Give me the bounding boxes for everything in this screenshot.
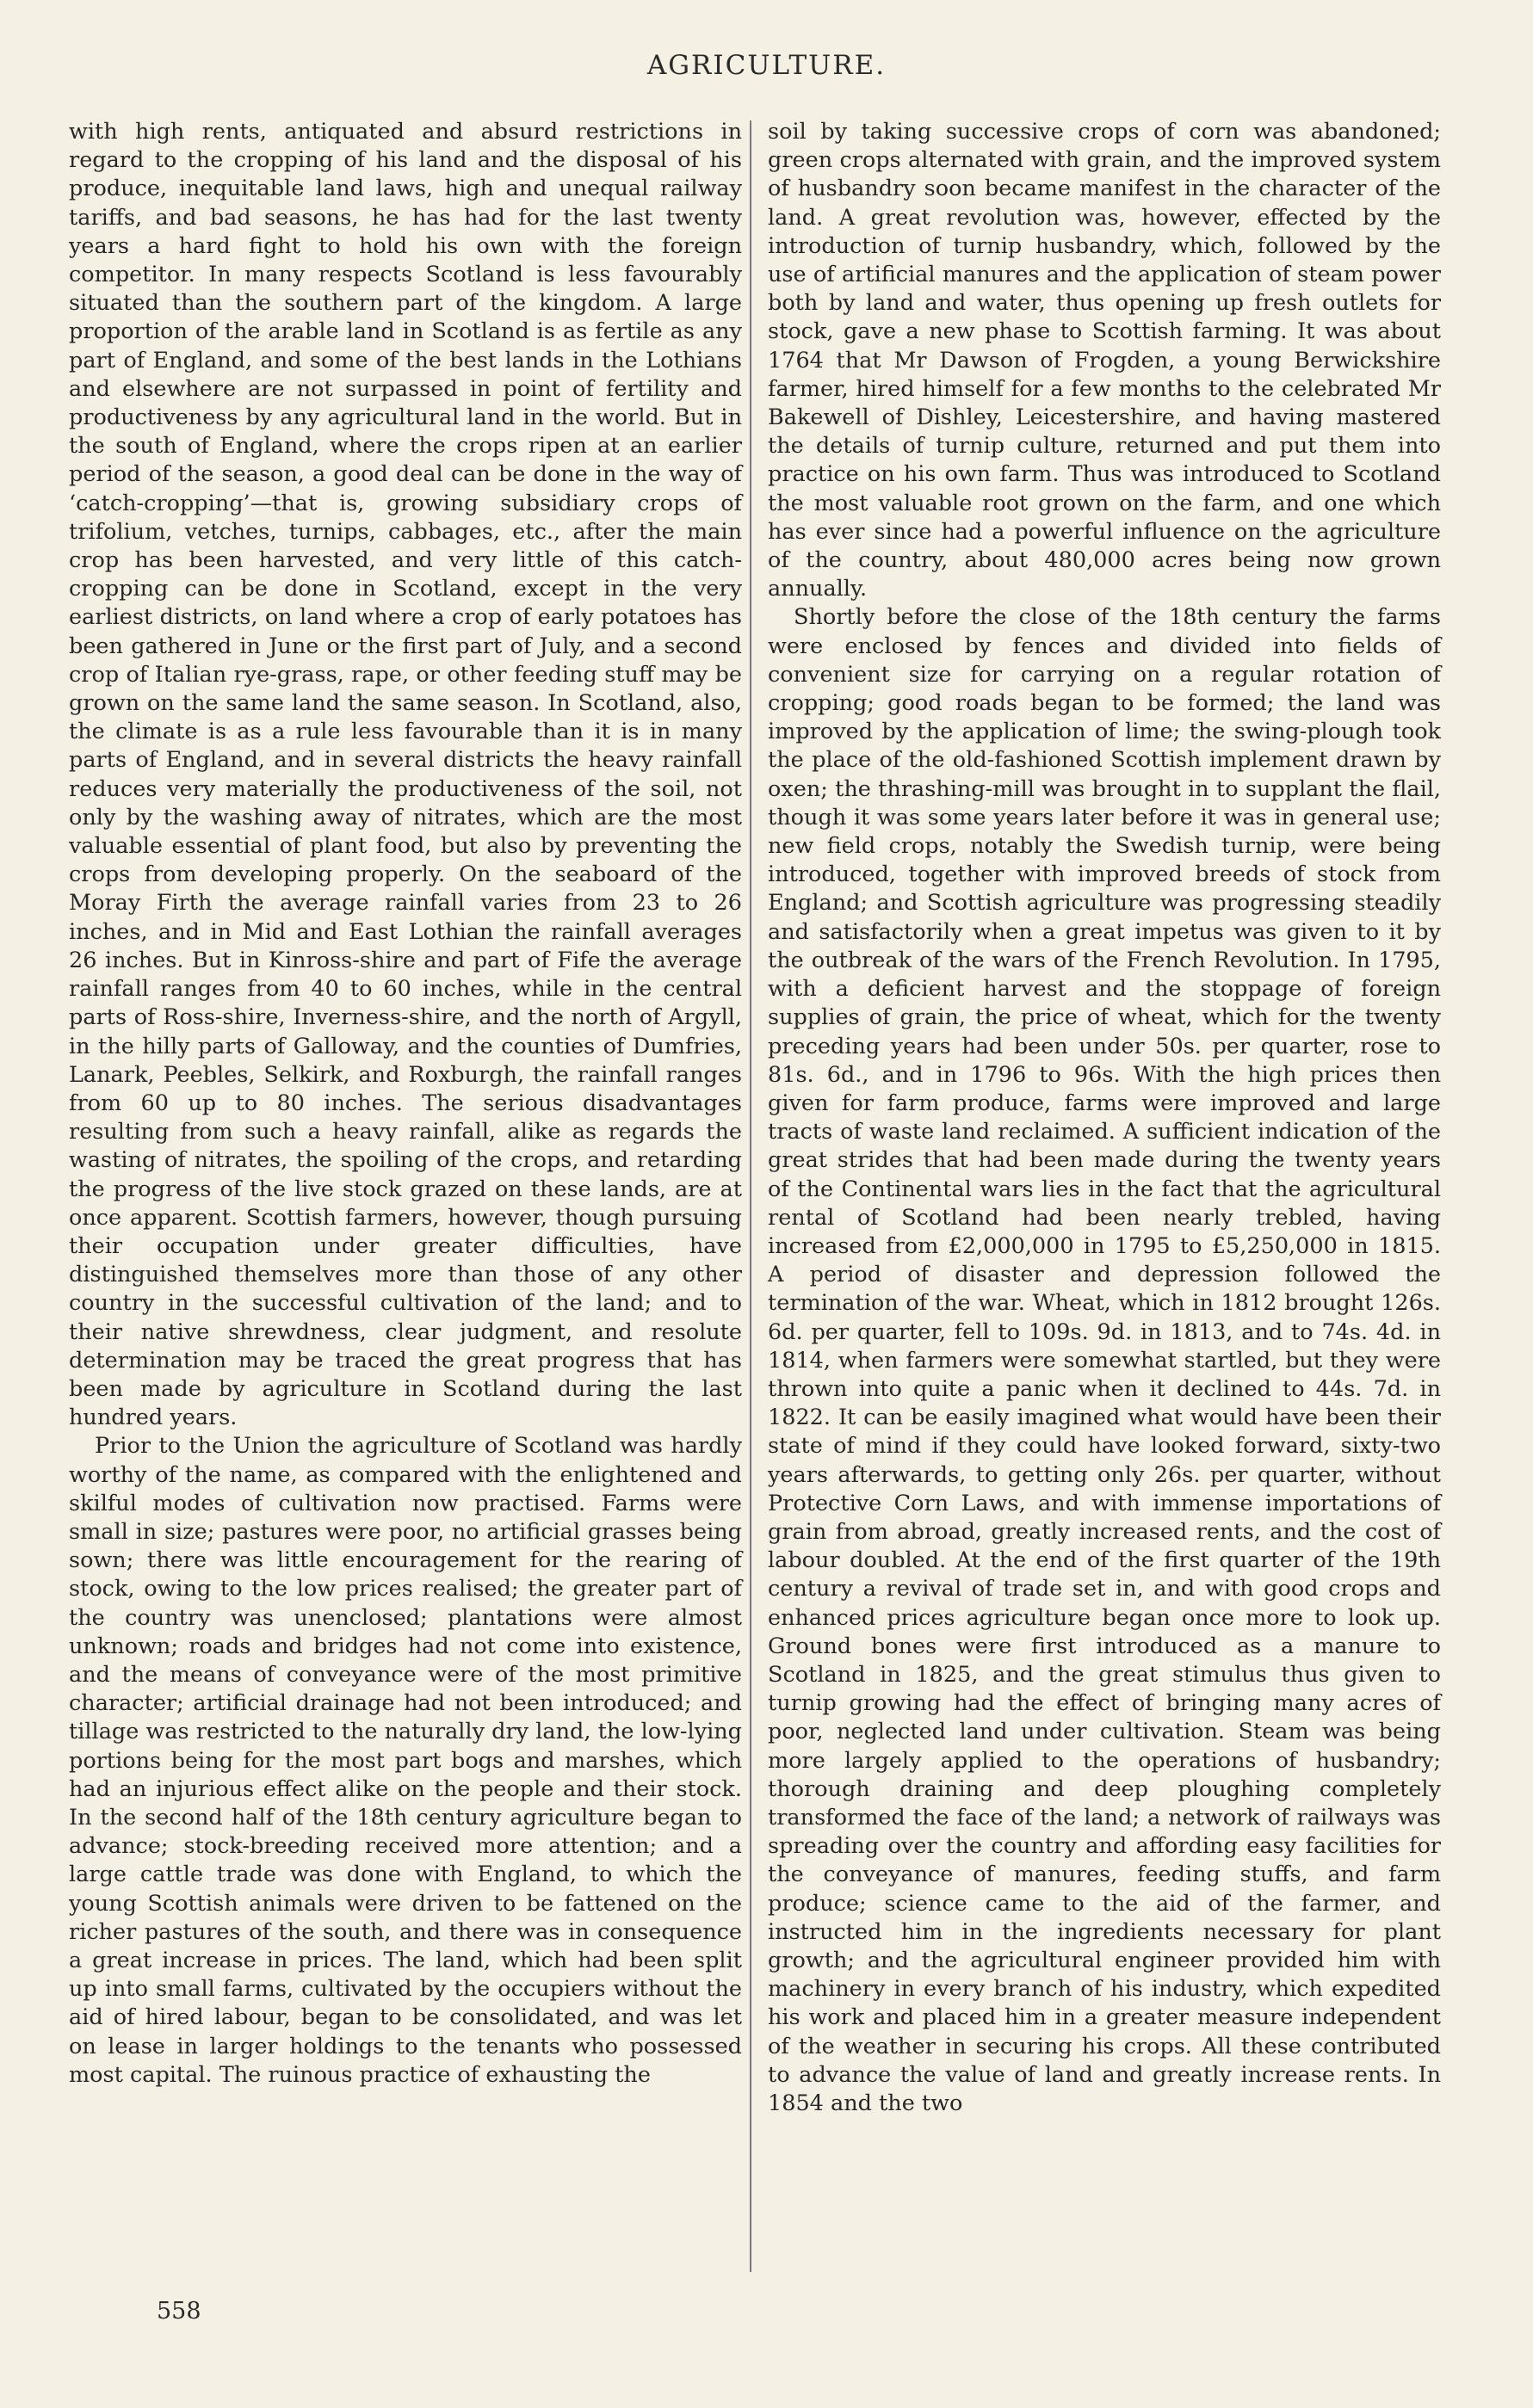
page-title: AGRICULTURE. [646,50,887,81]
page-number: 558 [157,2298,201,2325]
left-column [69,118,742,2090]
right-column [768,118,1441,2118]
column-divider [750,120,751,2272]
paragraph: with high rents, antiquated and absurd restrictions in regard to the cropping of his land and the disposal of his produce, inequitable land laws, high and unequal railway tariffs, and bad seasons, he has had for the last twenty years a hard fight to hold his own with the foreign competitor. In many respects Scotland is less favourably situated than the southern part of the kingdom. A large proportion of the arable land in Scotland is as fertile as any part of England, and some of the best lands in the Lothians and elsewhere are not surpassed in point of fertility and productiveness by any agricultural land in the world. But in the south of England, where the crops ripen at an earlier period of the season, a good deal can be done in the way of ‘catch-cropping’—that is, growing subsidiary crops of trifolium, vetches, turnips, cabbages, etc., after the main crop has been harvested, and very little of this catch-cropping can be done in Scotland, except in the very earliest districts, on land where a crop of early potatoes has been gathered in June or the first part of July, and a second crop of Italian rye-grass, rape, or other feeding stuff may be grown on the same land the same season. In Scotland, also, the climate is as a rule less favourable than it is in many parts of England, and in several districts the heavy rainfall reduces very materially the productiveness of the soil, not only by the washing away of nitrates, which are the most valuable essential of plant food, but also by preventing the crops from developing properly. On the seaboard of the Moray Firth the average rainfall varies from 23 to 26 inches, and in Mid and East Lothian the rainfall averages 26 inches. But in Kinross-shire and part of Fife the average rainfall ranges from 40 to 60 inches, while in the central parts of Ross-shire, Inverness-shire, and the north of Argyll, in the hilly parts of Galloway, and the counties of Dumfries, Lanark, Peebles, Selkirk, and Roxburgh, the rainfall ranges from 60 up to 80 inches. The serious disadvantages resulting from such a heavy rainfall, alike as regards the wasting of nitrates, the spoiling of the crops, and retarding the progress of the live stock grazed on these lands, are at once apparent. Scottish farmers, however, though pursuing their occupation under greater difficulties, have distinguished themselves more than those of any other country in the successful cultivation of the land; and to their native shrewdness, clear judgment, and resolute determination may be traced the great progress that has been made by agriculture in Scotland during the last hundred years. [69,119,742,1431]
paragraph: Shortly before the close of the 18th century the farms were enclosed by fences and divided into fields of convenient size for carrying on a regular rotation of cropping; good roads began to be formed; the land was improved by the application of lime; the swing-plough took the place of the old-fashioned Scottish implement drawn by oxen; the thrashing-mill was brought in to supplant the flail, though it was some years later before it was in general use; new field crops, notably the Swedish turnip, were being introduced, together with improved breeds of stock from England; and Scottish agriculture was progressing steadily and satisfactorily when a great impetus was given to it by the outbreak of the wars of the French Revolution. In 1795, with a deficient harvest and the stoppage of foreign supplies of grain, the price of wheat, which for the twenty preceding years had been under 50s. per quarter, rose to 81s. 6d., and in 1796 to 96s. With the high prices then given for farm produce, farms were improved and large tracts of waste land reclaimed. A sufficient indication of the great strides that had been made during the twenty years of the Continental wars lies in the fact that the agricultural rental of Scotland had been nearly trebled, having increased from £2,000,000 in 1795 to £5,250,000 in 1815. A period of disaster and depression followed the termination of the war. Wheat, which in 1812 brought 126s. 6d. per quarter, fell to 109s. 9d. in 1813, and to 74s. 4d. in 1814, when farmers were somewhat startled, but they were thrown into quite a panic when it declined to 44s. 7d. in 1822. It can be easily imagined what would have been their state of mind if they could have looked forward, sixty-two years afterwards, to getting only 26s. per quarter, without Protective Corn Laws, and with immense importations of grain from abroad, greatly increased rents, and the cost of labour doubled. At the end of the first quarter of the 19th century a revival of trade set in, and with good crops and enhanced prices agriculture began once more to look up. Ground bones were first introduced as a manure to Scotland in 1825, and the great stimulus thus given to turnip growing had the effect of bringing many acres of poor, neglected land under cultivation. Steam was being more largely applied to the operations of husbandry; thorough draining and deep ploughing completely transformed the face of the land; a network of railways was spreading over the country and affording easy facilities for the conveyance of manures, feeding stuffs, and farm produce; science came to the aid of the farmer, and instructed him in the ingredients necessary for plant growth; and the agricultural engineer provided him with machinery in every branch of his industry, which expedited his work and placed him in a greater measure independent of the weather in securing his crops. All these contributed to advance the value of land and greatly increase rents. In 1854 and the two [768,604,1441,2117]
paragraph: soil by taking successive crops of corn was abandoned; green crops alternated with grain, and the improved system of husbandry soon became manifest in the character of the land. A great revolution was, however, effected by the introduction of turnip husbandry, which, followed by the use of artificial manures and the application of steam power both by land and water, thus opening up fresh outlets for stock, gave a new phase to Scottish farming. It was about 1764 that Mr Dawson of Frogden, a young Berwickshire farmer, hired himself for a few months to the celebrated Mr Bakewell of Dishley, Leicestershire, and having mastered the details of turnip culture, returned and put them into practice on his own farm. Thus was introduced to Scotland the most valuable root grown on the farm, and one which has ever since had a powerful influence on the agriculture of the country, about 480,000 acres being now grown annually. [768,119,1441,602]
paragraph: Prior to the Union the agriculture of Scotland was hardly worthy of the name, as compared with the enlightened and skilful modes of cultivation now practised. Farms were small in size; pastures were poor, no artificial grasses being sown; there was little encouragement for the rearing of stock, owing to the low prices realised; the greater part of the country was unenclosed; plantations were almost unknown; roads and bridges had not come into existence, and the means of conveyance were of the most primitive character; artificial drainage had not been introduced; and tillage was restricted to the naturally dry land, the low-lying portions being for the most part bogs and marshes, which had an injurious effect alike on the people and their stock. In the second half of the 18th century agriculture began to advance; stock-breeding received more attention; and a large cattle trade was done with England, to which the young Scottish animals were driven to be fattened on the richer pastures of the south, and there was in consequence a great increase in prices. The land, which had been split up into small farms, cultivated by the occupiers without the aid of hired labour, began to be consolidated, and was let on lease in larger holdings to the tenants who possessed most capital. The ruinous practice of exhausting the [69,1433,742,2088]
